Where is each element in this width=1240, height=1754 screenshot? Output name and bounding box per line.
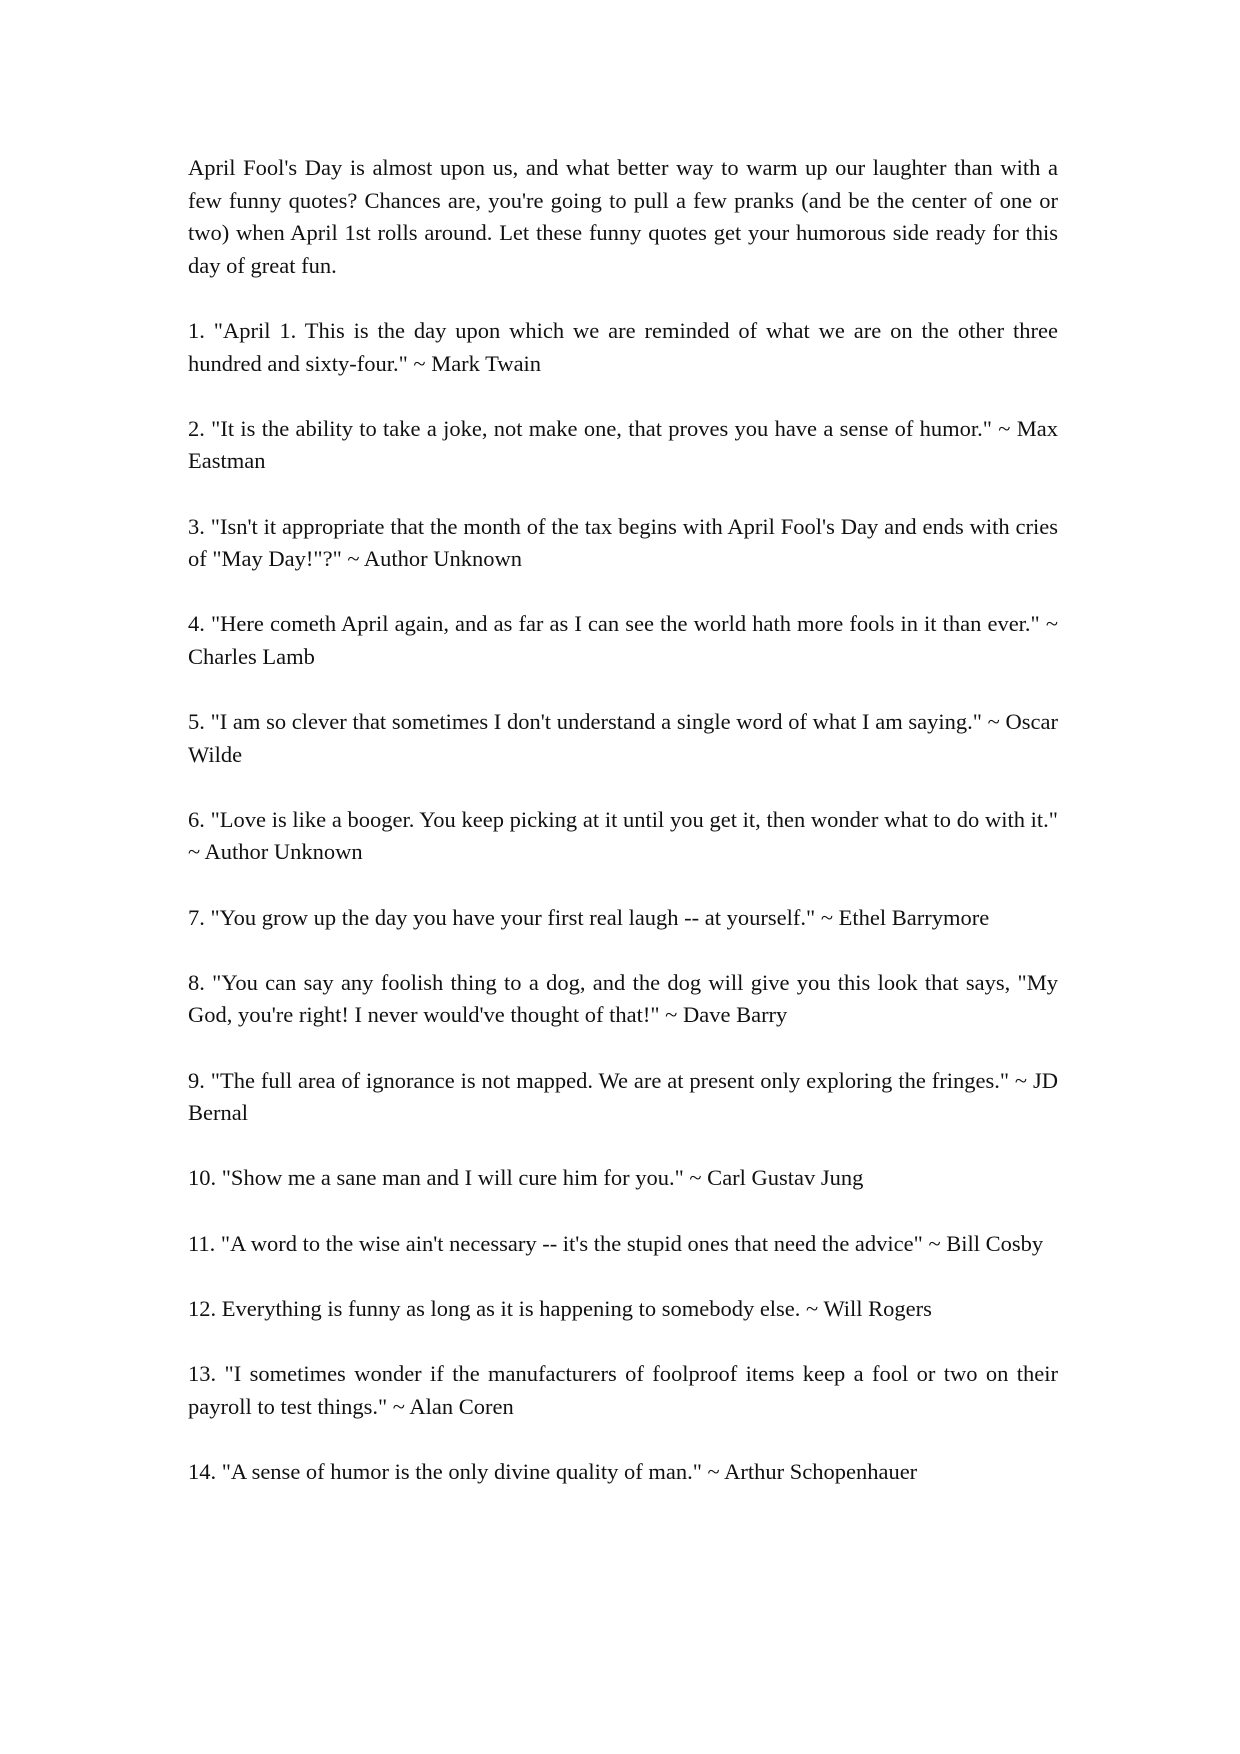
quote-item: 10. "Show me a sane man and I will cure him for you." ~ Carl Gustav Jung — [188, 1165, 864, 1191]
quote-item: 13. "I sometimes wonder if the manufacturers of foolproof items keep a fool or two on their payroll to test things." ~ Alan Coren — [188, 1360, 1058, 1419]
quote-item: 2. "It is the ability to take a joke, not make one, that proves you have a sense of humor." ~ Max Eastman — [188, 415, 1058, 474]
intro-paragraph: April Fool's Day is almost upon us, and what better way to warm up our laughter than with a few funny quotes? Chances are, you're going to pull a few pranks (and be the center of one or two) when April 1st rolls around. Let these funny quotes get your humorous side ready for this day of great fun. — [188, 155, 1058, 278]
quote-item: 1. "April 1. This is the day upon which we are reminded of what we are on the other three hundred and sixty-four." ~ Mark Twain — [188, 317, 1058, 376]
quote-item: 11. "A word to the wise ain't necessary -- it's the stupid ones that need the advice" ~ Bill Cosby — [188, 1230, 1044, 1256]
quote-item: 12. Everything is funny as long as it is happening to somebody else. ~ Will Rogers — [188, 1295, 932, 1321]
quote-item: 4. "Here cometh April again, and as far as I can see the world hath more fools in it than ever." ~ Charles Lamb — [188, 611, 1058, 669]
quote-item: 8. "You can say any foolish thing to a dog, and the dog will give you this look that says, "My God, you're right! I never would've thought of that!" ~ Dave Barry — [188, 969, 1058, 1028]
quote-item: 7. "You grow up the day you have your first real laugh -- at yourself." ~ Ethel Barrymore — [188, 904, 990, 930]
quote-item: 14. "A sense of humor is the only divine quality of man." ~ Arthur Schopenhauer — [188, 1458, 918, 1484]
document-page — [188, 152, 1058, 1521]
quote-item: 3. "Isn't it appropriate that the month of the tax begins with April Fool's Day and ends with cries of "May Day!"?" ~ Author Unknown — [188, 513, 1058, 572]
quote-item: 6. "Love is like a booger. You keep picking at it until you get it, then wonder what to do with it." ~ Author Unknown — [188, 806, 1058, 865]
quote-item: 9. "The full area of ignorance is not mapped. We are at present only exploring the fringes." ~ JD Bernal — [188, 1067, 1058, 1126]
quote-item: 5. "I am so clever that sometimes I don't understand a single word of what I am saying." ~ Oscar Wilde — [188, 709, 1058, 767]
